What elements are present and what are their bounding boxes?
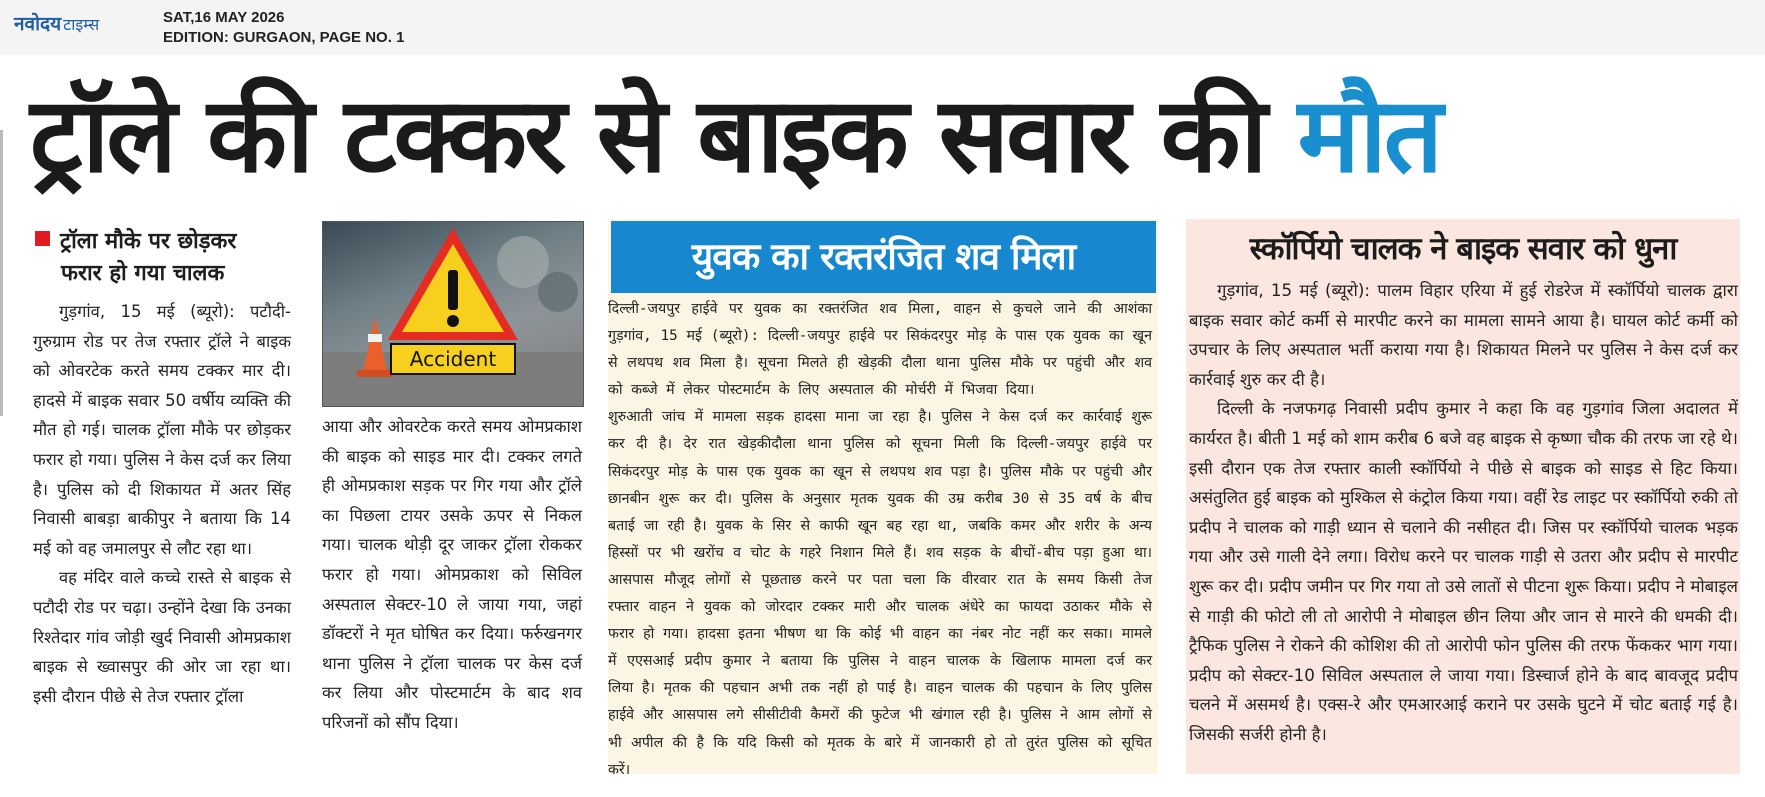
story1-subheading: [35, 226, 275, 290]
story2-paragraph1: दिल्ली-जयपुर हाईवे पर युवक का रक्तरंजित शव मिला, वाहन से कुचले जाने की आशंका गुड़गांव, 15 मई (ब्यूरो): दिल्ली-जयपुर हाईवे पर सिकंदरपुर मोड़ के पास एक युवक का खून से लथपथ शव मिला है। सूचना मिलते ही खेड़की दौला थाना पुलिस मौके पर पहुंची और शव को कब्जे में लेकर पोस्टमार्टम के लिए अस्पताल की मोर्चरी में भिजवा दिया।: [608, 301, 1152, 399]
masthead-bar: [0, 0, 1765, 55]
subhead-line2: फरार हो गया चालक: [61, 261, 225, 286]
adjacent-story-edge: [0, 130, 3, 416]
story1-column2: [322, 412, 582, 738]
story2-body: [608, 296, 1152, 784]
red-square-bullet-icon: [35, 231, 50, 246]
story1-paragraph2: वह मंदिर वाले कच्चे रास्ते से बाइक से पटौदी रोड पर चढ़ा। उन्होंने देखा कि उनका रिश्तेदार गांव जोड़ी खुर्द निवासी ओमप्रकाश बाइक से ख्वासपुर की ओर जा रहा था। इसी दौरान पीछे से तेज रफ्तार ट्रॉला: [33, 568, 291, 706]
main-headline: [30, 60, 1750, 210]
accident-photo: [322, 221, 584, 407]
story3-paragraph2: दिल्ली के नजफगढ़ निवासी प्रदीप कुमार ने कहा कि वह गुड़गांव जिला अदालत में कार्यरत है। बीती 1 मई को शाम करीब 6 बजे वह बाइक से कृष्णा चौक की तरफ जा रहे थे। इसी दौरान एक तेज रफ्तार काली स्कॉर्पियो ने पीछे से बाइक को साइड से हिट किया। असंतुलित हुई बाइक को मुश्किल से कंट्रोल किया गया। वहीं रेड लाइट पर स्कॉर्पियो रुकी तो प्रदीप ने चालक को गाड़ी ध्यान से चलाने की नसीहत दी। जिस पर स्कॉर्पियो चालक भड़क गया और उसे गाली देने लगा। विरोध करने पर चालक गाड़ी से उतरा और प्रदीप से मारपीट शुरू कर दी। प्रदीप जमीन पर गिर गया तो उसे लातों से पीटना शुरू किया। प्रदीप ने मोबाइल से गाड़ी की फोटो ली तो आरोपी ने मोबाइल छीन लिया और जान से मारने की धमकी दी। ट्रैफिक पुलिस ने रोकने की कोशिश की तो आरोपी फोन पुलिस की तरफ फेंककर भाग गया। प्रदीप को सेक्टर-10 सिविल अस्पताल ले जाया गया। डिस्चार्ज होने के बाद बावजूद प्रदीप चलने में असमर्थ है। एक्स-रे और एमआरआई कराने पर उसके घुटने में चोट बताई गई है। जिसकी सर्जरी होनी है।: [1189, 398, 1738, 744]
headline-main: ट्रॉले की टक्कर से बाइक सवार की: [30, 74, 1265, 196]
edition-info: [163, 8, 404, 48]
accident-sign-text: Accident: [409, 347, 497, 371]
newspaper-logo[interactable]: [14, 10, 99, 36]
edition-label: EDITION: GURGAON, PAGE NO. 1: [163, 29, 405, 46]
logo-main: नवोदय: [14, 13, 62, 35]
story2-title: युवक का रक्तरंजित शव मिला: [611, 221, 1156, 293]
story1-continuation: आया और ओवरटेक करते समय ओमप्रकाश की बाइक को साइड मार दी। टक्कर लगते ही ओमप्रकाश सड़क पर गिर गया और ट्रॉले का पिछला टायर उसके ऊपर से निकल गया। चालक थोड़ी दूर जाकर ट्रॉला रोककर फरार हो गया। ओमप्रकाश को सिविल अस्पताल सेक्टर-10 ले जाया गया, जहां डॉक्टरों ने मृत घोषित कर दिया। फर्रुखनगर थाना पुलिस ने ट्रॉला चालक पर केस दर्ज कर लिया और पोस्टमार्टम के बाद शव परिजनों को सौंप दिया।: [322, 417, 582, 732]
story1-column1: [33, 297, 291, 711]
accident-sign-illustration: [323, 222, 583, 406]
story3-title: स्कॉर्पियो चालक ने बाइक सवार को धुना: [1249, 231, 1677, 267]
story3-body: [1189, 276, 1738, 750]
story2-paragraph2: शुरुआती जांच में मामला सड़क हादसा माना जा रहा है। पुलिस ने केस दर्ज कर कार्रवाई शुरू कर दी है। देर रात खेड़कीदौला थाना पुलिस को सूचना मिली कि दिल्ली-जयपुर हाईवे पर सिकंदरपुर मोड़ के पास एक युवक का खून से लथपथ शव पड़ा है। पुलिस मौके पर पहुंची और छानबीन शुरू कर दी। पुलिस के अनुसार मृतक युवक की उम्र करीब 30 से 35 वर्ष के बीच बताई जा रही है। युवक के सिर से काफी खून बह रहा था, जबकि कमर और शरीर के अन्य हिस्सों पर भी खरोंच व चोट के गहरे निशान मिले हैं। शव सड़क के बीचों-बीच पड़ा हुआ था। आसपास मौजूद लोगों से पूछताछ करने पर पता चला कि वीरवार रात के समय किसी तेज रफ्तार वाहन ने युवक को जोरदार टक्कर मारी और चालक अंधेरे का फायदा उठाकर मौके से फरार हो गया। हादसा इतना भीषण था कि कोई भी वाहन का नंबर नोट नहीं कर सका। मामले में एएसआई प्रदीप कुमार ने बताया कि पुलिस ने वाहन चालक के खिलाफ मामला दर्ज कर लिया है। मृतक की पहचान अभी तक नहीं हो पाई है। वाहन चालक की पहचान के लिए पुलिस हाईवे और आसपास लगे सीसीटीवी कैमरों की फुटेज भी खंगाल रही है। पुलिस ने आम लोगों से भी अपील की है कि यदि किसी को मृतक के बारे में जानकारी हो तो तुरंत पुलिस को सूचित करें।: [608, 409, 1152, 778]
logo-sub: टाइम्स: [63, 15, 100, 34]
subhead-line1: ट्रॉला मौके पर छोड़कर: [60, 229, 237, 254]
issue-date: SAT,16 MAY 2026: [163, 9, 285, 26]
story1-paragraph1: गुड़गांव, 15 मई (ब्यूरो): पटौदी-गुरुग्राम रोड पर तेज रफ्तार ट्रॉले ने बाइक को ओवरटेक करते समय टक्कर मार दी। हादसे में बाइक सवार 50 वर्षीय व्यक्ति की मौत हो गई। चालक ट्रॉला मौके पर छोड़कर फरार हो गया। पुलिस ने केस दर्ज कर लिया है। पुलिस को दी शिकायत में अतर सिंह निवासी बाबड़ा बाकीपुर ने बताया कि 14 मई को वह जमालपुर से लौट रहा था।: [33, 302, 291, 558]
headline-highlight: मौत: [1297, 74, 1441, 196]
story3-paragraph1: गुड़गांव, 15 मई (ब्यूरो): पालम विहार एरिया में हुई रोडरेज में स्कॉर्पियो चालक द्वारा बाइक सवार कोर्ट कर्मी से मारपीट करने का मामला सामने आया है। घायल कोर्ट कर्मी को उपचार के लिए अस्पताल भर्ती कराया गया है। शिकायत मिलने पर पुलिस ने केस दर्ज कर कार्रवाई शुरु कर दी है।: [1189, 280, 1738, 389]
